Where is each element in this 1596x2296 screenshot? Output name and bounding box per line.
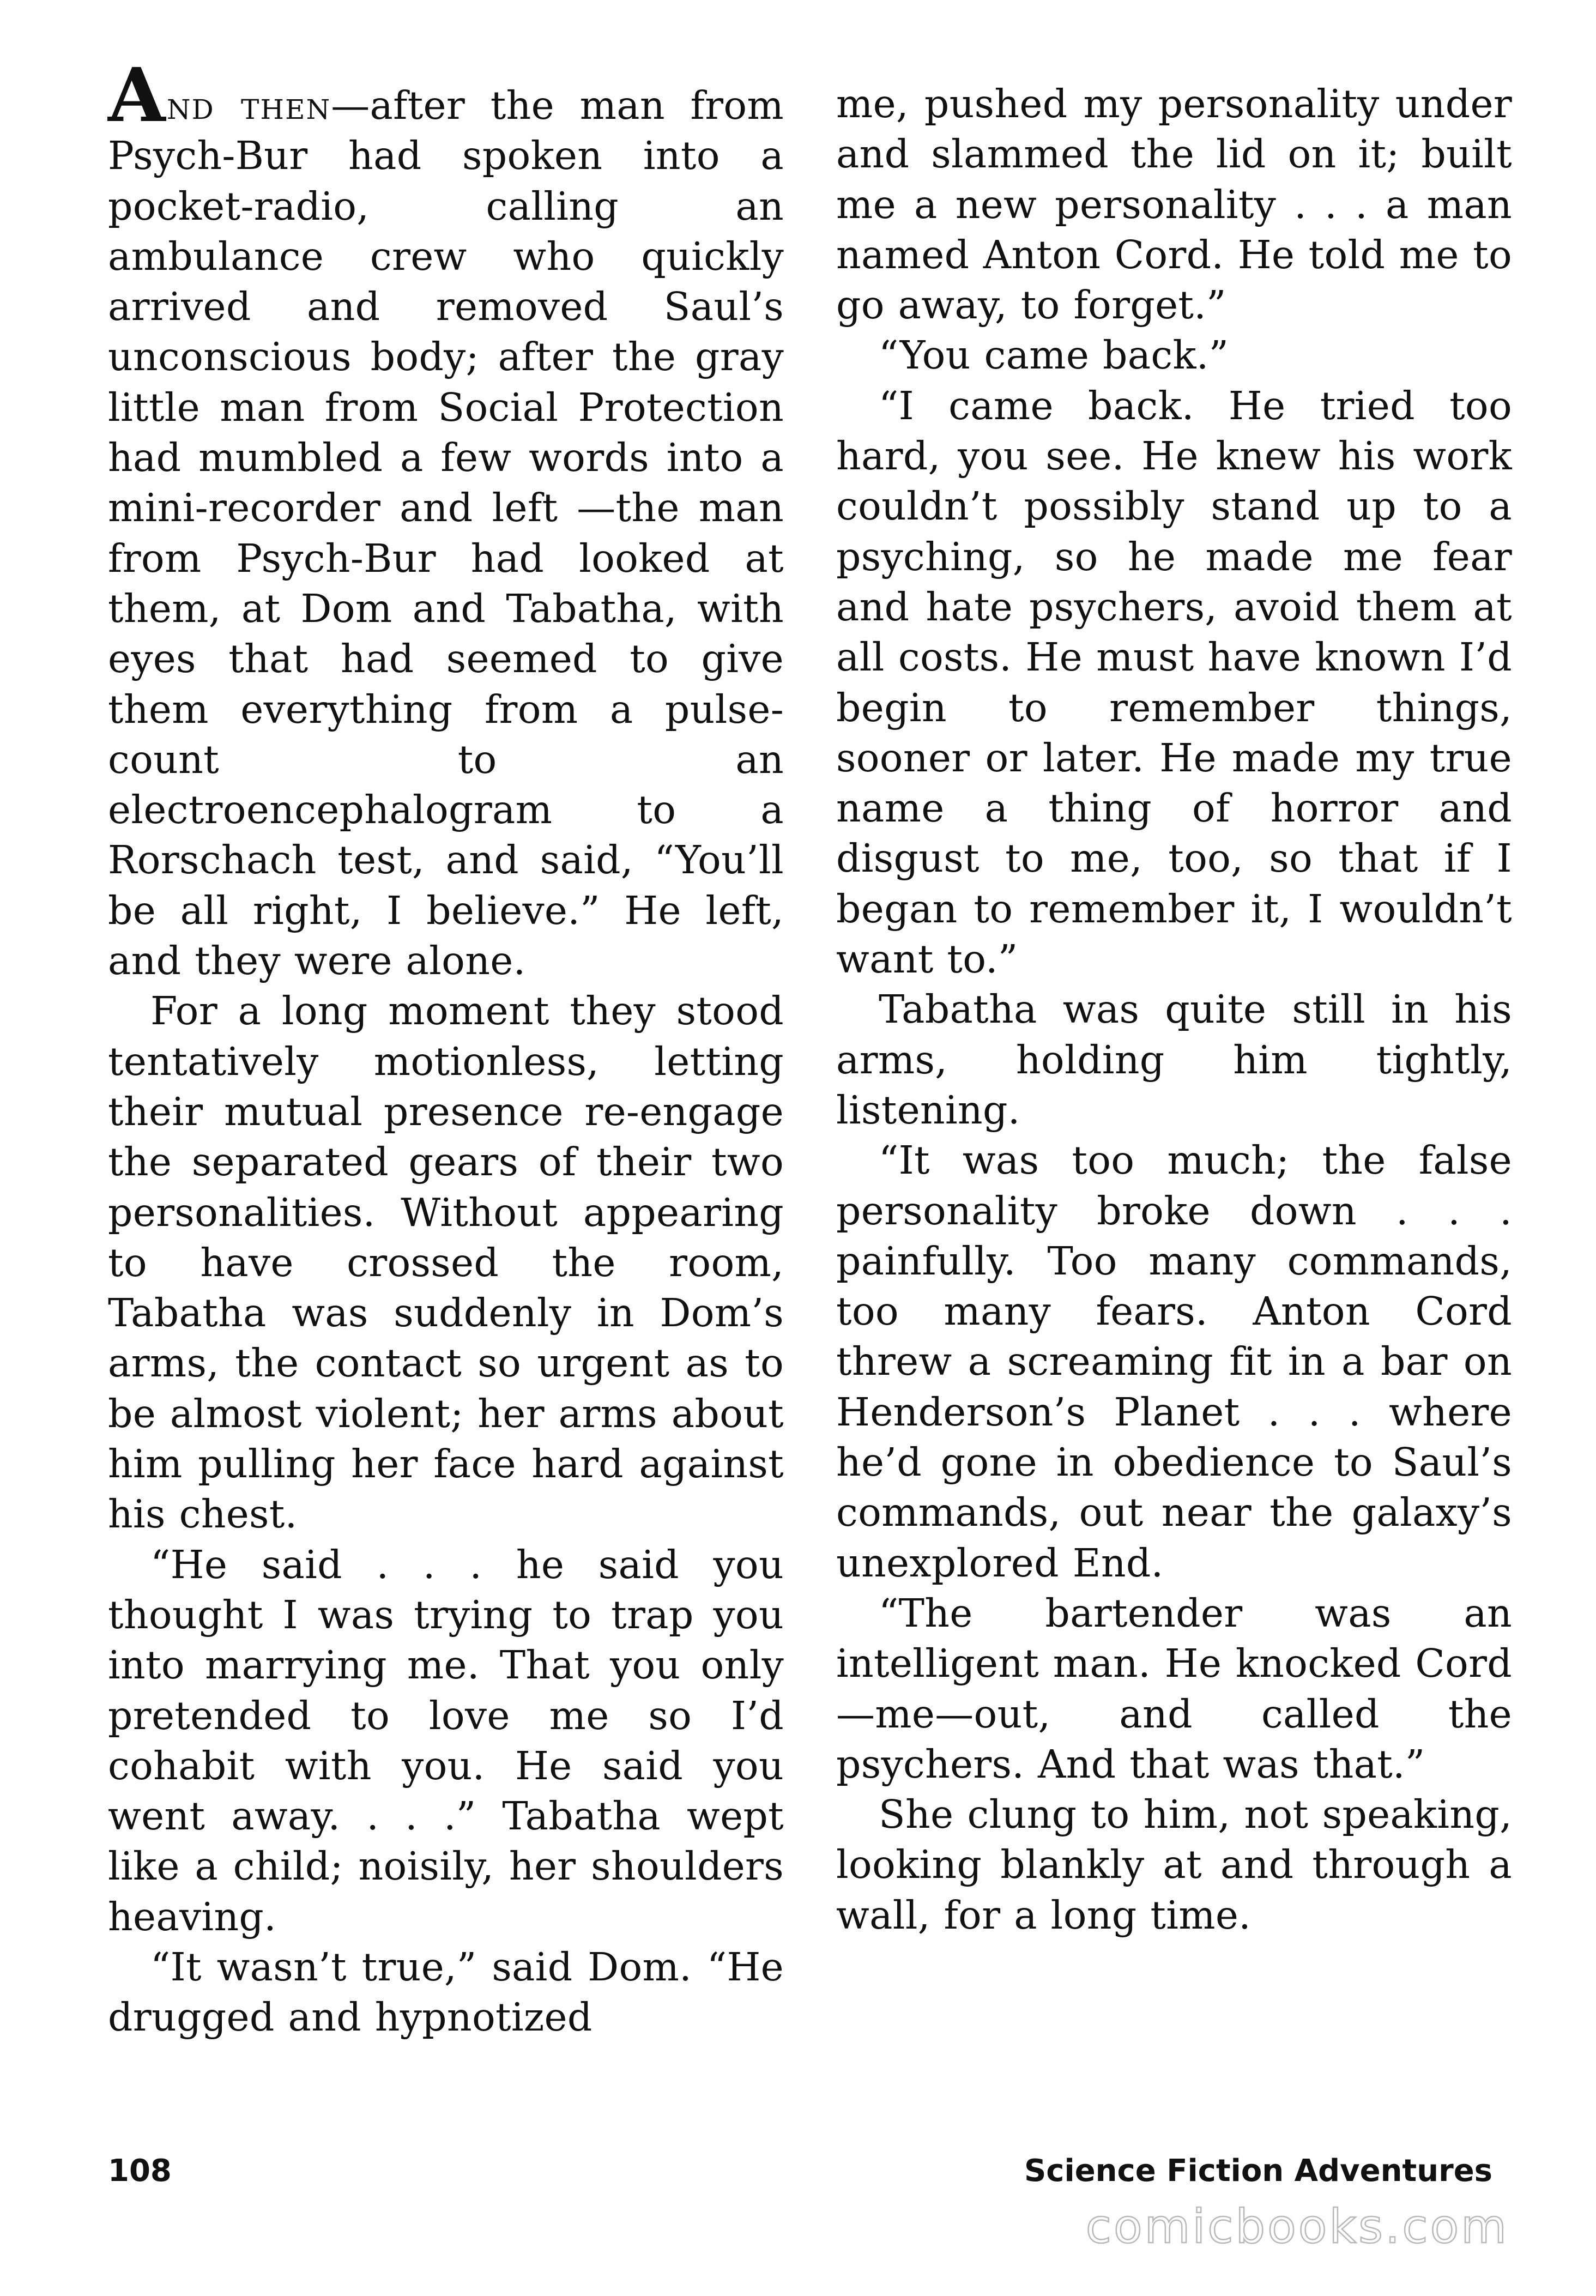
paragraph: “It wasn’t true,” said Dom. “He drugged and hypnotized xyxy=(108,1944,784,2040)
paragraph: For a long moment they stood tentatively motionless, letting their mutual presence re-engage the separated gears of their two personalities. Without appearing to have crossed the room, Tabatha was suddenly in Dom’s arms, the contact so urgent as to be almost violent; her arms about him pulling her face hard against his chest. xyxy=(108,988,784,1537)
lead-small-caps: nd then xyxy=(166,83,331,128)
text-column-left xyxy=(108,52,784,2043)
paragraph: “I came back. He tried too hard, you see. He knew his work couldn’t possibly stand up to a psyching, so he made me fear and hate psychers, avoid them at all costs. He must have known I’d begin to remember things, sooner or later. He made my true name a thing of horror and disgust to me, too, so that if I began to remember it, I wouldn’t want to.” xyxy=(836,383,1512,982)
running-title: Science Fiction Adventures xyxy=(1024,2153,1492,2189)
paragraph-text: —after the man from Psych-Bur had spoken into a pocket-radio, calling an ambulance crew who quickly arrived and removed Saul’s unconscious body; after the gray little man from Social Protection had mumbled a few words into a mini-recorder and left —the man from Psych-Bur had looked at them, at Dom and Tabatha, with eyes that had seemed to give them everything from a pulse-count to an electroencephalogram to a Rorschach test, and said, “You’ll be all right, I believe.” He left, and they were alone. xyxy=(108,83,784,984)
paragraph-continued: me, pushed my personality under and slammed the lid on it; built me a new personality . . . a man named Anton Cord. He told me to go away, to forget.” xyxy=(836,81,1512,328)
paragraph: “It was too much; the false personality broke down . . . painfully. Too many commands, too many fears. Anton Cord threw a screaming fit in a bar on Henderson’s Planet . . . where he’d gone in obedience to Saul’s commands, out near the galaxy’s unexplored End. xyxy=(836,1138,1512,1586)
paragraph: She clung to him, not speaking, looking blankly at and through a wall, for a long time. xyxy=(836,1792,1512,1938)
paragraph: Tabatha was quite still in his arms, holding him tightly, listening. xyxy=(836,987,1512,1133)
page-number: 108 xyxy=(108,2153,172,2189)
paragraph: “You came back.” xyxy=(879,333,1229,378)
watermark: comicbooks.com xyxy=(1085,2200,1509,2254)
paragraph: “He said . . . he said you thought I was trying to trap you into marrying me. That you only pretended to love me so I’d cohabit with you. He said you went away. . . .” Tabatha wept like a child; noisily, her shoulders heaving. xyxy=(108,1542,784,1939)
text-column-right xyxy=(836,79,1512,1941)
paragraph-opening xyxy=(108,52,784,986)
paragraph: “The bartender was an intelligent man. He knocked Cord—me—out, and called the psychers. And that was that.” xyxy=(836,1590,1512,1787)
drop-cap: A xyxy=(108,52,166,139)
